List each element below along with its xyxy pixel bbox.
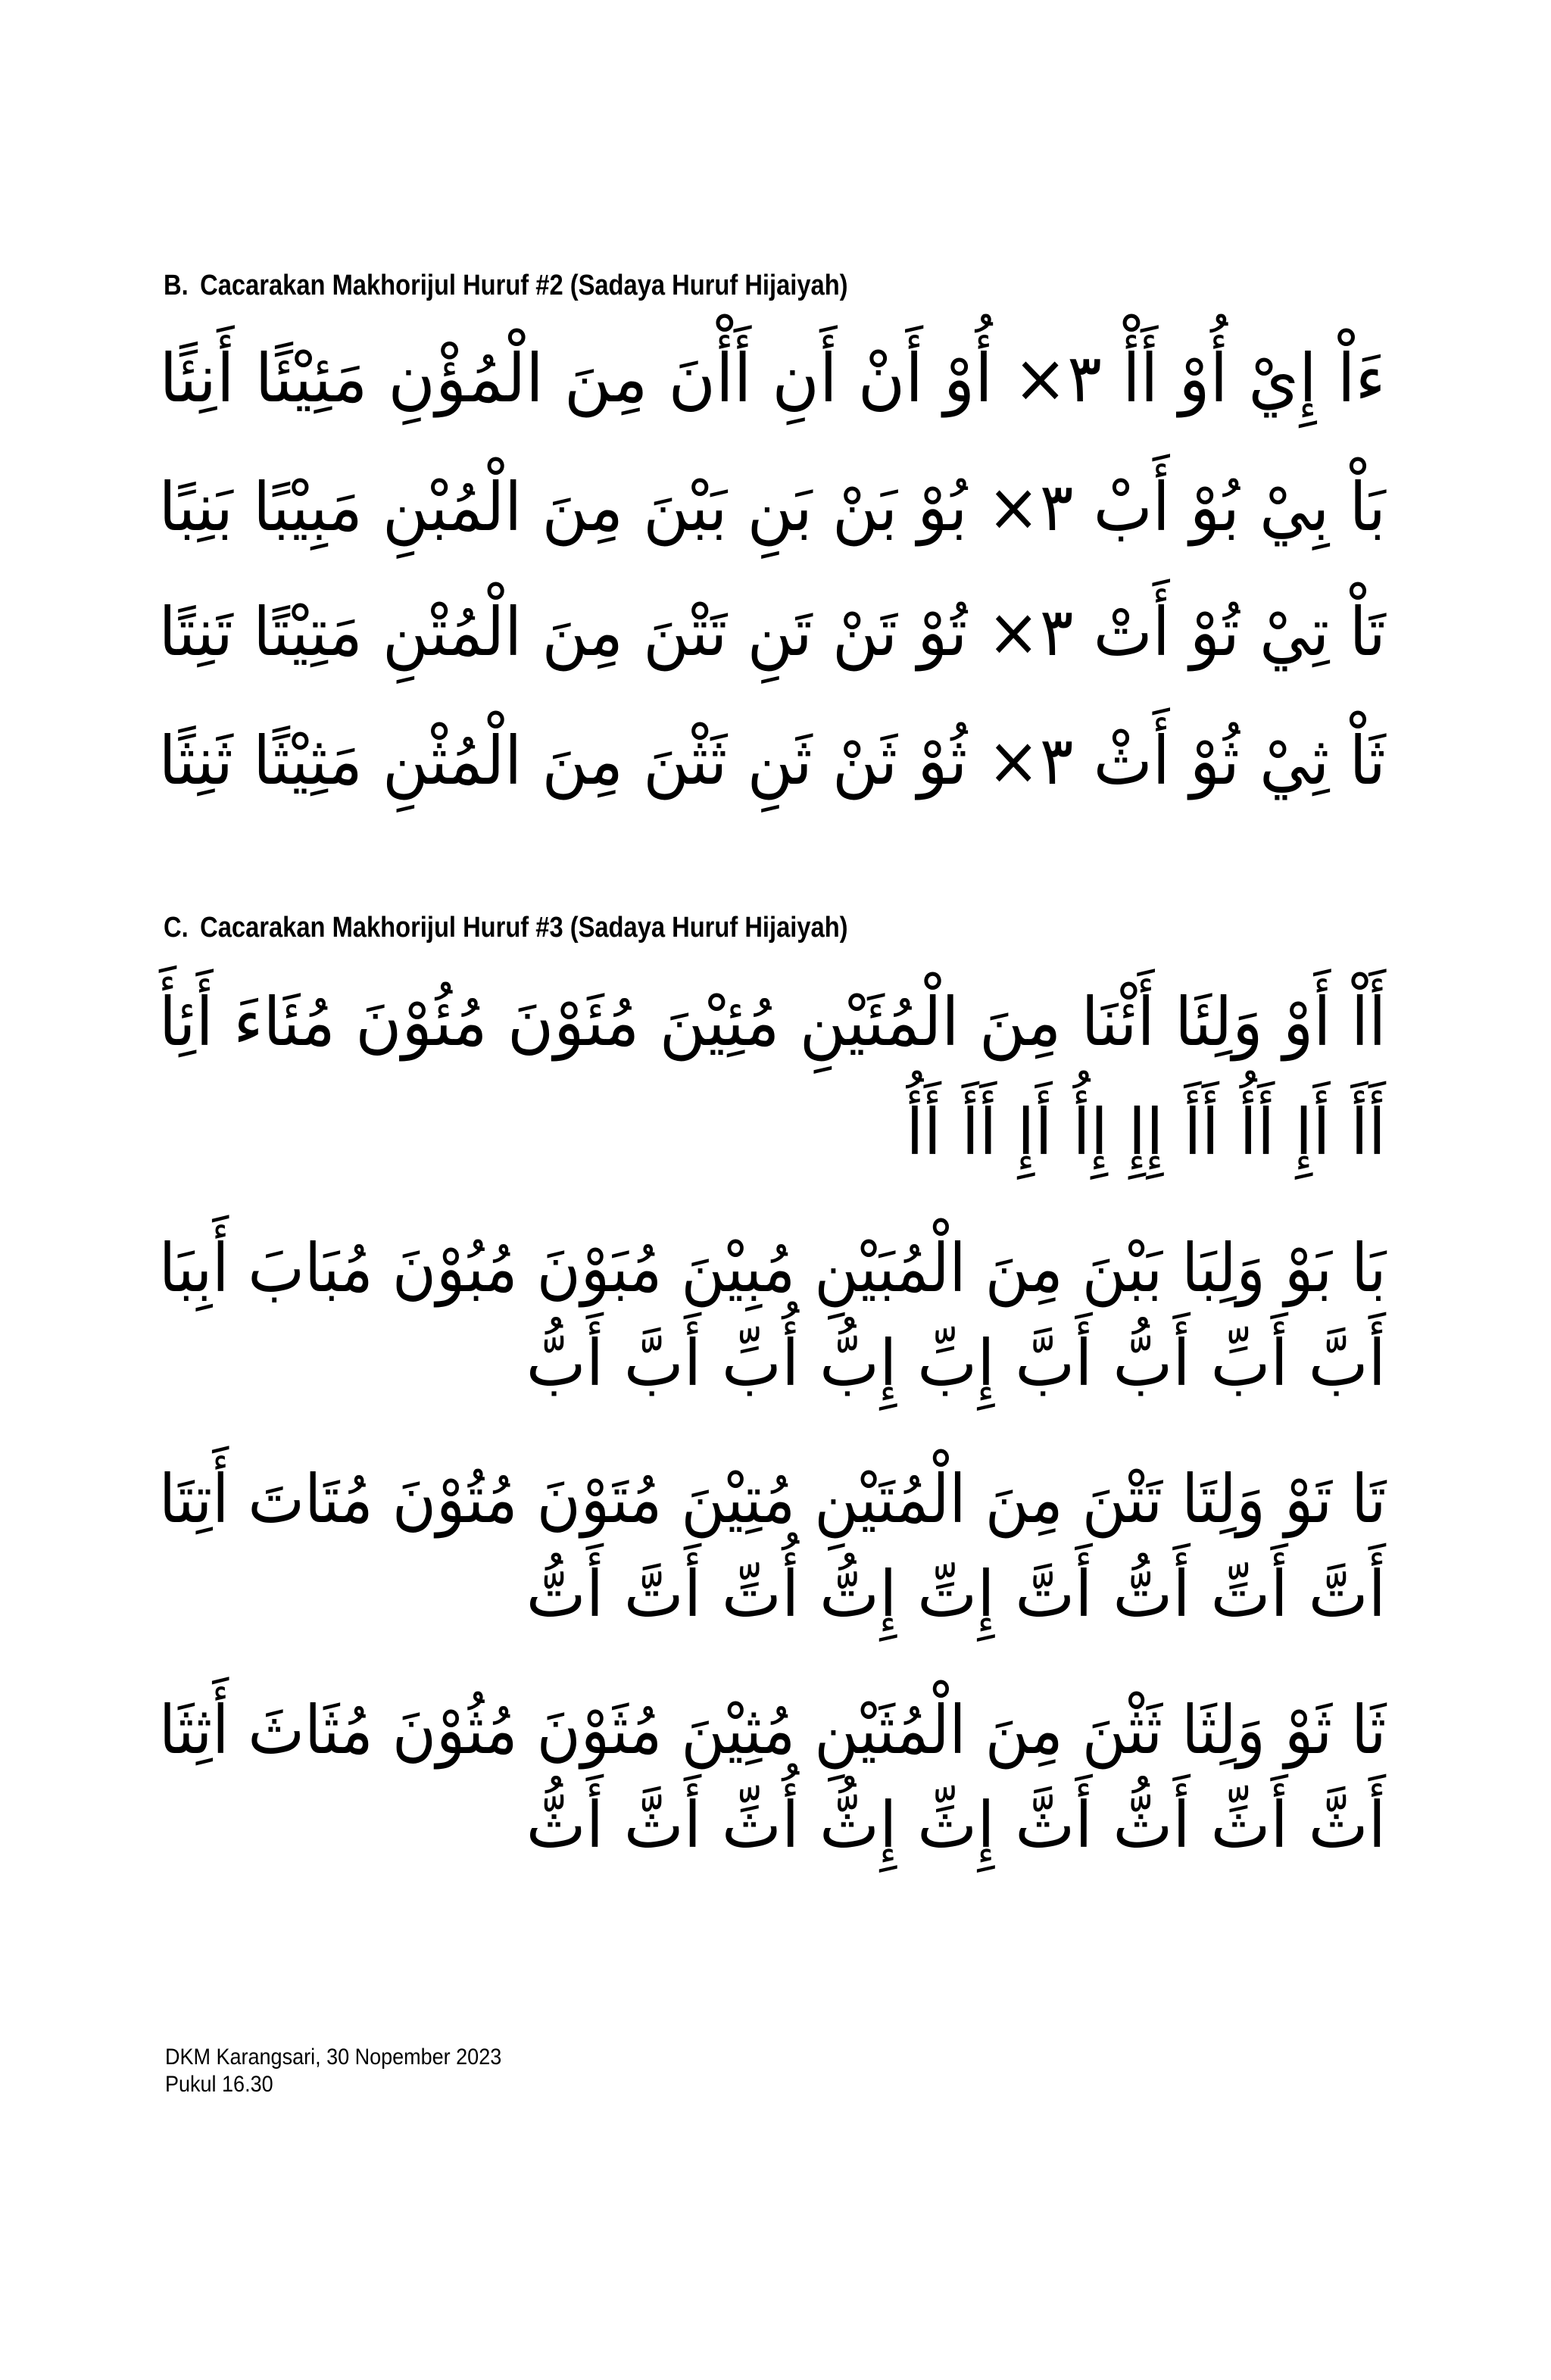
section-b-line-4: ثَاْ ثِيْ ثُوْ أَثْ ٣× ثُوْ ثَنْ ثَنِ ثَثْنَ مِنَ الْمُثْنِ مَثِيْثًا ثَنِثًا — [158, 722, 1386, 800]
section-c-group-4-main: ثَا ثَوْ وَلِثَا ثَثْنَ مِنَ الْمُثَيْنِ مُثِيْنَ مُثَوْنَ مُثُوْنَ مُثَاثَ أَثِثَا — [158, 1691, 1386, 1769]
footer-location-date: DKM Karangsari, 30 Nopember 2023 — [165, 2045, 502, 2070]
section-c-heading — [164, 909, 848, 947]
section-b-letter: B. — [164, 270, 189, 301]
section-b-heading — [164, 267, 848, 304]
section-c-group-1-main: أَاْ أَوْ وَلِئَا أَئْنَا مِنَ الْمُئَيْنِ مُئِيْنَ مُئَوْنَ مُئُوْنَ مُئَاءَ أَئِأَ — [158, 983, 1386, 1061]
section-b-line-1: ءَاْ إِيْ أُوْ أَأْ ٣× أُوْ أَنْ أَنِ أَأْنَ مِنَ الْمُؤْنِ مَئِيْئًا أَنِئًا — [159, 339, 1386, 417]
section-c-group-3-main: تَا تَوْ وَلِتَا تَتْنَ مِنَ الْمُتَيْنِ مُتِيْنَ مُتَوْنَ مُتُوْنَ مُتَاتَ أَتِتَا — [158, 1460, 1386, 1538]
section-c-title: Cacarakan Makhorijul Huruf #3 (Sadaya Huruf Hijaiyah) — [200, 912, 848, 944]
section-b-line-3: تَاْ تِيْ تُوْ أَتْ ٣× تُوْ تَنْ تَنِ تَتْنَ مِنَ الْمُتْنِ مَتِيْتًا تَنِتًا — [158, 593, 1386, 671]
section-b-line-2: بَاْ بِيْ بُوْ أَبْ ٣× بُوْ بَنْ بَنِ بَبْنَ مِنَ الْمُبْنِ مَبِيْبًا بَنِبًا — [158, 468, 1386, 546]
section-c-group-2-sub: أَبَّ أَبِّ أَبُّ أَبَّ إِبِّ إِبُّ أُبِّ أَبَّ أَبُّ — [526, 1326, 1386, 1400]
footer-time: Pukul 16.30 — [165, 2072, 273, 2097]
section-c-group-1-sub: أَأَ أَإِ أَأُ أَأَ إِإِ إِأُ أَإِ أَأَ أَأُ — [906, 1095, 1386, 1169]
section-c-group-2-main: بَا بَوْ وَلِبَا بَبْنَ مِنَ الْمُبَيْنِ مُبِيْنَ مُبَوْنَ مُبُوْنَ مُبَابَ أَبِبَا — [158, 1229, 1386, 1307]
section-b-title: Cacarakan Makhorijul Huruf #2 (Sadaya Huruf Hijaiyah) — [200, 270, 848, 301]
section-c-group-4-sub: أَثَّ أَثِّ أَثُّ أَثَّ إِثِّ إِثُّ أُثِّ أَثَّ أَثُّ — [526, 1788, 1386, 1862]
section-c-group-3-sub: أَتَّ أَتِّ أَتُّ أَتَّ إِتِّ إِتُّ أُتِّ أَتَّ أَتُّ — [526, 1557, 1386, 1631]
section-c-letter: C. — [164, 912, 189, 944]
